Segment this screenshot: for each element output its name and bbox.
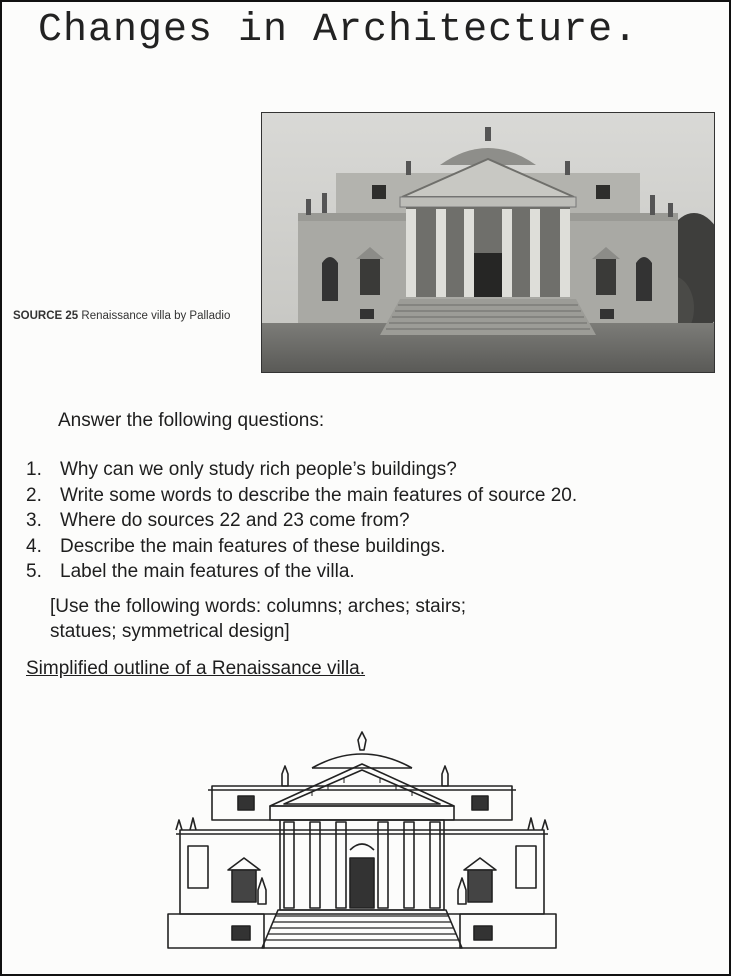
outline-title: Simplified outline of a Renaissance villa.: [26, 658, 366, 679]
question-item: [26, 559, 577, 585]
question-item: [26, 483, 577, 509]
question-number: 4.: [26, 535, 42, 557]
photo-caption: [13, 310, 230, 322]
question-text: Describe the main features of these buildings.: [60, 535, 446, 557]
question-number: 5.: [26, 561, 42, 582]
villa-photo: [261, 112, 715, 373]
word-list: [Use the following words: columns; arches; stairs; statues; symmetrical design]: [50, 596, 467, 642]
question-number: 3.: [26, 510, 42, 531]
question-item: [26, 508, 577, 534]
question-text: Why can we only study rich people’s buildings?: [60, 459, 457, 480]
question-item: [26, 534, 577, 560]
question-number: 1.: [26, 459, 42, 480]
question-text: Write some words to describe the main features of source 20.: [60, 484, 578, 506]
question-item: [26, 457, 577, 483]
question-number: 2.: [26, 484, 42, 506]
question-text: Where do sources 22 and 23 come from?: [60, 510, 410, 531]
page-title: Changes in Architecture.: [38, 8, 639, 53]
caption-text: Renaissance villa by Palladio: [81, 310, 231, 322]
question-list: [26, 457, 577, 585]
question-text: Label the main features of the villa.: [60, 561, 355, 582]
instruction-text: Answer the following questions:: [58, 410, 325, 431]
villa-outline-drawing: [162, 730, 562, 956]
caption-source: SOURCE 25: [13, 310, 79, 322]
